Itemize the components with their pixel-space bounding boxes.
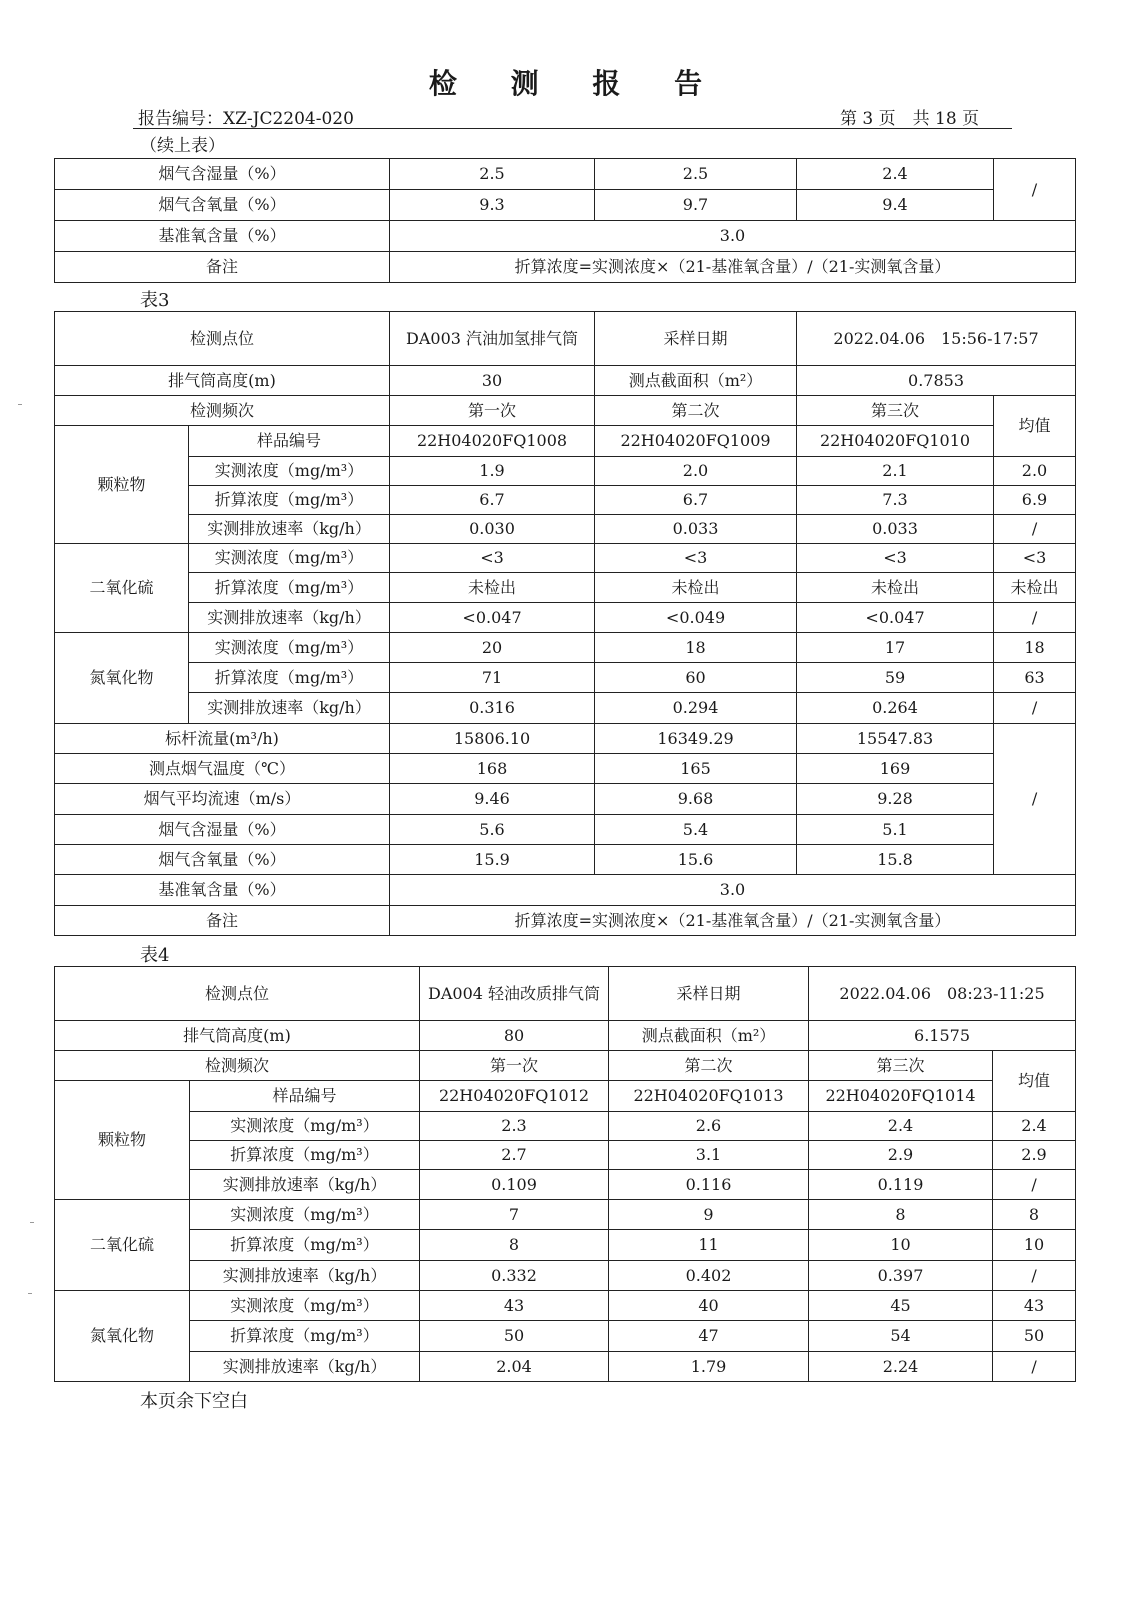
value-cell: 47 — [609, 1321, 809, 1352]
freq-cell: 第一次 — [390, 396, 595, 426]
table-row — [55, 815, 1076, 845]
value-cell: 80 — [420, 1021, 609, 1051]
value-cell: 43 — [420, 1291, 609, 1321]
value-cell: 60 — [595, 663, 797, 693]
table-row — [55, 754, 1076, 784]
row-label: 烟气平均流速（m/s） — [55, 784, 390, 815]
row-label: 标杆流量(m³/h) — [55, 724, 390, 754]
row-label: 烟气含氧量（%） — [55, 845, 390, 875]
avg-cell: 63 — [994, 663, 1076, 693]
table4-caption: 表4 — [140, 945, 170, 966]
table-row — [55, 515, 1076, 544]
table-row — [55, 159, 1076, 190]
row-label: 排气筒高度(m) — [55, 366, 390, 396]
table-row — [55, 967, 1076, 1021]
remark-cell: 折算浓度=实测浓度×（21-基准氧含量）/（21-实测氧含量） — [390, 252, 1076, 283]
avg-cell: 18 — [994, 633, 1076, 663]
table-row — [55, 1321, 1076, 1352]
avg-cell: 2.4 — [993, 1112, 1076, 1141]
table-row — [55, 1081, 1076, 1112]
sample-id: 22H04020FQ1013 — [609, 1081, 809, 1112]
row-label: 折算浓度（mg/m³） — [189, 663, 390, 693]
row-label: 实测排放速率（kg/h） — [189, 603, 390, 633]
row-label: 实测浓度（mg/m³） — [190, 1291, 420, 1321]
avg-cell: / — [994, 693, 1076, 724]
avg-cell: <3 — [994, 544, 1076, 573]
row-label: 实测浓度（mg/m³） — [189, 633, 390, 663]
value-cell: <3 — [390, 544, 595, 573]
row-label: 检测频次 — [55, 396, 390, 426]
value-cell: 2.5 — [390, 159, 595, 190]
value-cell: 15547.83 — [797, 724, 994, 754]
row-label: 实测排放速率（kg/h） — [189, 515, 390, 544]
row-label: 实测浓度（mg/m³） — [190, 1112, 420, 1141]
table-row — [55, 1021, 1076, 1051]
value-cell: 6.7 — [390, 486, 595, 515]
row-label: 烟气含湿量（%） — [55, 159, 390, 190]
row-label: 样品编号 — [189, 426, 390, 457]
value-cell: 未检出 — [595, 573, 797, 603]
row-label: 备注 — [55, 252, 390, 283]
row-label: 实测浓度（mg/m³） — [190, 1200, 420, 1230]
value-cell: 15.9 — [390, 845, 595, 875]
table-row — [55, 603, 1076, 633]
value-cell: <3 — [797, 544, 994, 573]
avg-cell: 10 — [993, 1230, 1076, 1261]
row-label: 检测点位 — [55, 312, 390, 366]
value-cell: 0.7853 — [797, 366, 1076, 396]
table-row — [55, 312, 1076, 366]
value-cell: 2.9 — [809, 1141, 993, 1170]
table-row — [55, 663, 1076, 693]
scan-mark — [30, 1222, 34, 1223]
date-value: 2022.04.06 15:56-17:57 — [797, 312, 1076, 366]
value-cell: 45 — [809, 1291, 993, 1321]
row-label: 备注 — [55, 906, 390, 936]
row-label: 实测排放速率（kg/h） — [189, 693, 390, 724]
row-label: 样品编号 — [190, 1081, 420, 1112]
remark-cell: 折算浓度=实测浓度×（21-基准氧含量）/（21-实测氧含量） — [390, 906, 1076, 936]
table-row — [55, 1352, 1076, 1382]
value-cell: 15.8 — [797, 845, 994, 875]
table-row — [55, 366, 1076, 396]
value-cell: 71 — [390, 663, 595, 693]
row-label: 烟气含氧量（%） — [55, 190, 390, 221]
table-row — [55, 1230, 1076, 1261]
avg-header: 均值 — [993, 1051, 1076, 1112]
row-label: 实测排放速率（kg/h） — [190, 1261, 420, 1291]
row-label: 检测点位 — [55, 967, 420, 1021]
row-label: 基准氧含量（%） — [55, 221, 390, 252]
row-label: 折算浓度（mg/m³） — [189, 486, 390, 515]
avg-cell: / — [993, 1352, 1076, 1382]
avg-cell: / — [993, 1261, 1076, 1291]
value-cell: 9.28 — [797, 784, 994, 815]
table-row — [55, 544, 1076, 573]
value-cell: 2.6 — [609, 1112, 809, 1141]
value-cell: 3.0 — [390, 875, 1076, 906]
value-cell: 3.1 — [609, 1141, 809, 1170]
table-row — [55, 1261, 1076, 1291]
row-label: 折算浓度（mg/m³） — [189, 573, 390, 603]
table-row — [55, 1291, 1076, 1321]
date-value: 2022.04.06 08:23-11:25 — [809, 967, 1076, 1021]
value-cell: 0.294 — [595, 693, 797, 724]
row-label: 实测排放速率（kg/h） — [190, 1352, 420, 1382]
header-divider — [133, 128, 1012, 129]
table-row — [55, 252, 1076, 283]
value-cell: 165 — [595, 754, 797, 784]
sample-id: 22H04020FQ1008 — [390, 426, 595, 457]
value-cell: 30 — [390, 366, 595, 396]
value-cell: 5.4 — [595, 815, 797, 845]
point-value: DA004 轻油改质排气筒 — [420, 967, 609, 1021]
freq-cell: 第二次 — [609, 1051, 809, 1081]
group-label: 颗粒物 — [55, 1081, 190, 1200]
page-info: 第 3 页 共 18 页 — [840, 109, 980, 129]
value-cell: 9.7 — [595, 190, 797, 221]
group-label: 氮氧化物 — [55, 1291, 190, 1382]
row-label: 测点截面积（m²） — [595, 366, 797, 396]
value-cell: 1.79 — [609, 1352, 809, 1382]
value-cell: 3.0 — [390, 221, 1076, 252]
value-cell: 9.3 — [390, 190, 595, 221]
freq-cell: 第一次 — [420, 1051, 609, 1081]
table-row — [55, 845, 1076, 875]
table-row — [55, 784, 1076, 815]
row-label: 实测排放速率（kg/h） — [190, 1170, 420, 1200]
value-cell: 169 — [797, 754, 994, 784]
avg-cell: 6.9 — [994, 486, 1076, 515]
value-cell: 2.24 — [809, 1352, 993, 1382]
value-cell: <3 — [595, 544, 797, 573]
row-label: 实测浓度（mg/m³） — [189, 544, 390, 573]
value-cell: 0.116 — [609, 1170, 809, 1200]
value-cell: 17 — [797, 633, 994, 663]
row-label: 测点截面积（m²） — [609, 1021, 809, 1051]
value-cell: 9.68 — [595, 784, 797, 815]
value-cell: 10 — [809, 1230, 993, 1261]
avg-cell: 2.9 — [993, 1141, 1076, 1170]
continued-table — [54, 158, 1076, 283]
row-label: 排气筒高度(m) — [55, 1021, 420, 1051]
value-cell: 5.1 — [797, 815, 994, 845]
report-number: 报告编号：XZ-JC2204-020 — [138, 109, 354, 129]
continued-label: （续上表） — [140, 136, 225, 156]
freq-cell: 第三次 — [797, 396, 994, 426]
value-cell: 未检出 — [390, 573, 595, 603]
avg-cell: 50 — [993, 1321, 1076, 1352]
table-row — [55, 1200, 1076, 1230]
table-row — [55, 693, 1076, 724]
value-cell: <0.047 — [390, 603, 595, 633]
value-cell: 未检出 — [797, 573, 994, 603]
table-row — [55, 1112, 1076, 1141]
value-cell: 50 — [420, 1321, 609, 1352]
table-row — [55, 221, 1076, 252]
value-cell: 2.5 — [595, 159, 797, 190]
avg-header: 均值 — [994, 396, 1076, 457]
value-cell: 15.6 — [595, 845, 797, 875]
scan-mark — [18, 404, 22, 405]
value-cell: 20 — [390, 633, 595, 663]
value-cell: 59 — [797, 663, 994, 693]
table-row — [55, 396, 1076, 426]
value-cell: 2.1 — [797, 457, 994, 486]
row-label: 折算浓度（mg/m³） — [190, 1321, 420, 1352]
value-cell: 9.4 — [797, 190, 994, 221]
value-cell: 1.9 — [390, 457, 595, 486]
table3-caption: 表3 — [140, 290, 170, 311]
value-cell: 5.6 — [390, 815, 595, 845]
value-cell: 9 — [609, 1200, 809, 1230]
table-row — [55, 1051, 1076, 1081]
value-cell: 0.332 — [420, 1261, 609, 1291]
row-label: 折算浓度（mg/m³） — [190, 1141, 420, 1170]
table-row — [55, 724, 1076, 754]
value-cell: 2.7 — [420, 1141, 609, 1170]
value-cell: 8 — [420, 1230, 609, 1261]
group-label: 二氧化硫 — [55, 1200, 190, 1291]
value-cell: 7 — [420, 1200, 609, 1230]
value-cell: 0.264 — [797, 693, 994, 724]
footer-note: 本页余下空白 — [140, 1391, 248, 1412]
avg-cell: 未检出 — [994, 573, 1076, 603]
value-cell: <0.047 — [797, 603, 994, 633]
table-row — [55, 1141, 1076, 1170]
sample-id: 22H04020FQ1010 — [797, 426, 994, 457]
group-label: 氮氧化物 — [55, 633, 189, 724]
table4 — [54, 966, 1076, 1382]
table-row — [55, 190, 1076, 221]
group-label: 颗粒物 — [55, 426, 189, 544]
table-row — [55, 1170, 1076, 1200]
avg-cell: / — [994, 724, 1076, 875]
avg-cell: 8 — [993, 1200, 1076, 1230]
avg-cell: 2.0 — [994, 457, 1076, 486]
value-cell: 11 — [609, 1230, 809, 1261]
scan-mark — [28, 1293, 32, 1294]
table-row — [55, 573, 1076, 603]
avg-cell: / — [994, 159, 1076, 221]
sample-id: 22H04020FQ1014 — [809, 1081, 993, 1112]
table-row — [55, 906, 1076, 936]
report-title: 检 测 报 告 — [428, 67, 725, 100]
value-cell: 0.030 — [390, 515, 595, 544]
value-cell: 0.033 — [797, 515, 994, 544]
table3 — [54, 311, 1076, 936]
row-label: 采样日期 — [609, 967, 809, 1021]
value-cell: 0.119 — [809, 1170, 993, 1200]
value-cell: 2.4 — [797, 159, 994, 190]
avg-cell: / — [994, 603, 1076, 633]
row-label: 测点烟气温度（℃） — [55, 754, 390, 784]
row-label: 检测频次 — [55, 1051, 420, 1081]
row-label: 采样日期 — [595, 312, 797, 366]
value-cell: 18 — [595, 633, 797, 663]
value-cell: 7.3 — [797, 486, 994, 515]
row-label: 烟气含湿量（%） — [55, 815, 390, 845]
avg-cell: 43 — [993, 1291, 1076, 1321]
value-cell: 6.7 — [595, 486, 797, 515]
value-cell: 8 — [809, 1200, 993, 1230]
value-cell: <0.049 — [595, 603, 797, 633]
value-cell: 6.1575 — [809, 1021, 1076, 1051]
freq-cell: 第二次 — [595, 396, 797, 426]
value-cell: 54 — [809, 1321, 993, 1352]
table-row — [55, 875, 1076, 906]
table-row — [55, 486, 1076, 515]
value-cell: 0.033 — [595, 515, 797, 544]
value-cell: 2.0 — [595, 457, 797, 486]
row-label: 实测浓度（mg/m³） — [189, 457, 390, 486]
sample-id: 22H04020FQ1009 — [595, 426, 797, 457]
value-cell: 2.3 — [420, 1112, 609, 1141]
table-row — [55, 457, 1076, 486]
value-cell: 168 — [390, 754, 595, 784]
freq-cell: 第三次 — [809, 1051, 993, 1081]
table-row — [55, 633, 1076, 663]
table-row — [55, 426, 1076, 457]
row-label: 折算浓度（mg/m³） — [190, 1230, 420, 1261]
value-cell: 40 — [609, 1291, 809, 1321]
value-cell: 0.397 — [809, 1261, 993, 1291]
sample-id: 22H04020FQ1012 — [420, 1081, 609, 1112]
value-cell: 0.402 — [609, 1261, 809, 1291]
group-label: 二氧化硫 — [55, 544, 189, 633]
row-label: 基准氧含量（%） — [55, 875, 390, 906]
avg-cell: / — [993, 1170, 1076, 1200]
avg-cell: / — [994, 515, 1076, 544]
value-cell: 2.4 — [809, 1112, 993, 1141]
point-value: DA003 汽油加氢排气筒 — [390, 312, 595, 366]
value-cell: 0.109 — [420, 1170, 609, 1200]
value-cell: 9.46 — [390, 784, 595, 815]
value-cell: 0.316 — [390, 693, 595, 724]
value-cell: 15806.10 — [390, 724, 595, 754]
value-cell: 16349.29 — [595, 724, 797, 754]
value-cell: 2.04 — [420, 1352, 609, 1382]
